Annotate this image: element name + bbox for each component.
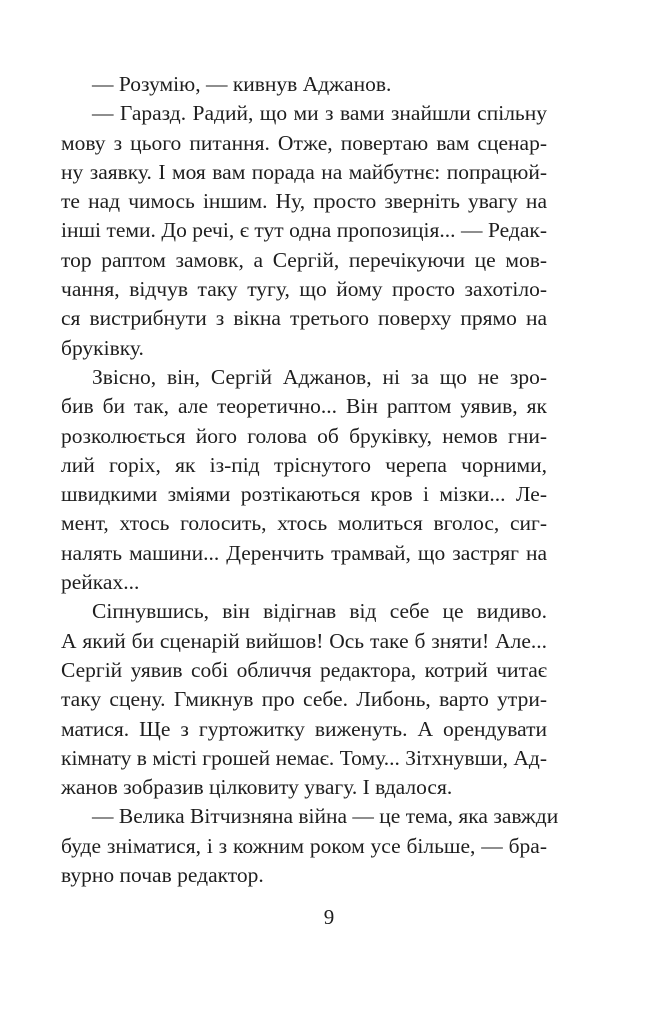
text-line: ну заявку. І моя вам порада на майбутнє: попрацюй-: [61, 159, 547, 184]
text-line: Сіпнувшись, він відігнав від себе це видиво.: [92, 599, 547, 624]
text-line: бруківку.: [61, 335, 144, 360]
text-line: те над чимось іншим. Ну, просто зверніть увагу на: [61, 189, 547, 214]
text-line: — Гаразд. Радий, що ми з вами знайшли спільну: [92, 101, 547, 126]
text-line: вурно почав редактор.: [61, 863, 264, 888]
text-line: ся вистрибнути з вікна третього поверху прямо на: [61, 306, 547, 331]
text-line: бив би так, але теоретично... Він раптом уявив, як: [61, 394, 547, 419]
text-line: налять машини... Деренчить трамвай, що застряг на: [61, 540, 547, 565]
text-line: А який би сценарій вийшов! Ось таке б зняти! Але...: [61, 628, 547, 653]
body-text: [61, 70, 559, 890]
page-number: 9: [323, 905, 335, 929]
text-line: буде зніматися, і з кожним роком усе більше, — бра-: [61, 833, 547, 858]
text-line: мент, хтось голосить, хтось молиться вголос, сиг-: [61, 511, 547, 536]
text-line: мову з цього питання. Отже, повертаю вам сценар-: [61, 130, 547, 155]
text-line: таку сцену. Гмикнув про себе. Либонь, варто утри-: [61, 687, 547, 712]
text-line: Звісно, він, Сергій Аджанов, ні за що не зро-: [92, 364, 547, 389]
text-line: лий горіх, як із-під тріснутого черепа чорними,: [61, 452, 547, 477]
text-line: розколюється його голова об бруківку, немов гни-: [61, 423, 547, 448]
text-line: матися. Ще з гуртожитку виженуть. А орендувати: [61, 716, 547, 741]
text-line: жанов зобразив цілковиту увагу. І вдалося.: [61, 775, 453, 800]
text-line: рейках...: [61, 570, 140, 595]
text-line: чання, відчув таку тугу, що йому просто захотіло-: [61, 277, 547, 302]
text-line: кімнату в місті грошей немає. Тому... Зітхнувши, Ад-: [61, 745, 547, 770]
text-line: швидкими зміями розтікаються кров і мізки... Ле-: [61, 482, 547, 507]
text-line: тор раптом замовк, а Сергій, перечікуючи це мов-: [61, 247, 547, 272]
text-line: Сергій уявив собі обличчя редактора, котрий читає: [61, 657, 547, 682]
text-line: — Велика Вітчизняна війна — це тема, яка завжди: [92, 804, 559, 829]
text-line: — Розумію, — кивнув Аджанов.: [92, 72, 392, 96]
text-line: інші теми. До речі, є тут одна пропозиція... — Редак-: [61, 218, 547, 243]
